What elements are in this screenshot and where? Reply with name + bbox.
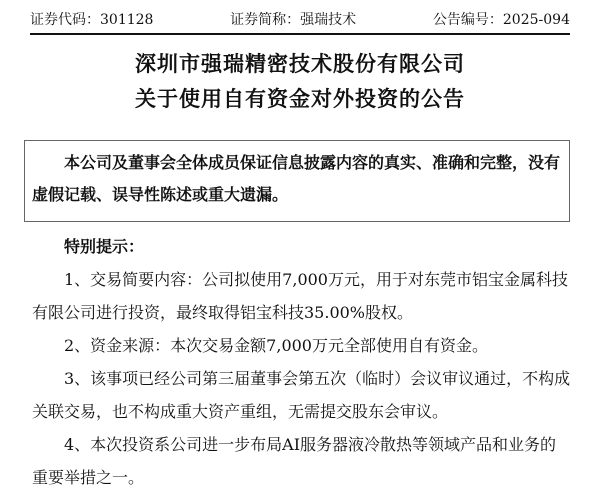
notice-item: 1、交易简要内容：公司拟使用7,000万元，用于对东莞市铝宝金属科技有限公司进行投资，最终取得铝宝科技35.00%股权。 xyxy=(32,270,568,322)
notice-item: 4、本次投资系公司进一步布局AI服务器液冷散热等领域产品和业务的重要举措之一。 xyxy=(32,435,557,487)
stock-abbreviation: 证券简称：强瑞技术 xyxy=(230,12,357,28)
board-statement-box: 本公司及董事会全体成员保证信息披露内容的真实、准确和完整，没有虚假记载、误导性陈述或重大遗漏。 xyxy=(24,140,570,222)
stock-code: 证券代码：301128 xyxy=(30,12,154,28)
notice-item: 2、资金来源：本次交易金额7,000万元全部使用自有资金。 xyxy=(64,336,488,355)
announcement-number: 公告编号：2025-094 xyxy=(432,12,570,28)
notice-item: 3、该事项已经公司第三届董事会第五次（临时）会议审议通过，不构成关联交易，也不构成重大资产重组，无需提交股东会审议。 xyxy=(32,369,571,421)
document-header xyxy=(30,8,570,32)
special-notice xyxy=(32,230,572,494)
special-notice-heading: 特别提示： xyxy=(64,237,145,256)
company-name: 深圳市强瑞精密技术股份有限公司 xyxy=(135,52,465,76)
header-divider xyxy=(30,33,570,35)
announcement-title: 关于使用自有资金对外投资的公告 xyxy=(135,87,465,111)
